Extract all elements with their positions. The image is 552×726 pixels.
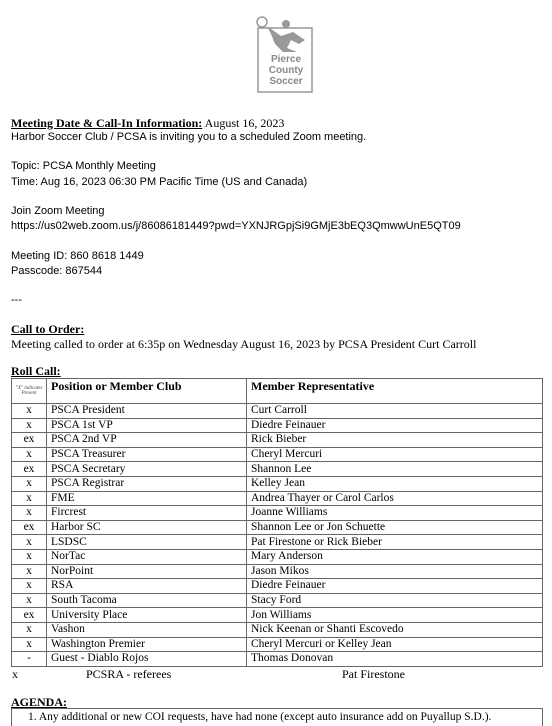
table-row [12,564,543,579]
representative-cell: Shannon Lee [247,462,543,477]
meeting-invite: Harbor Soccer Club / PCSA is inviting you to a scheduled Zoom meeting. [11,131,367,143]
meeting-passcode: Passcode: 867544 [11,265,103,277]
representative-cell: Shannon Lee or Jon Schuette [247,520,543,535]
representative-cell: Rick Bieber [247,433,543,448]
pierce-county-soccer-logo [253,14,319,94]
present-mark: ex [12,462,47,477]
position-header: Position or Member Club [47,379,247,404]
present-mark: x [12,535,47,550]
present-mark-header: "X" indicates Present [12,379,47,404]
call-to-order-text: Meeting called to order at 6:35p on Wednesday August 16, 2023 by PCSA President Curt Carroll [11,337,477,351]
position-cell: LSDSC [47,535,247,550]
representative-cell: Cheryl Mercuri or Kelley Jean [247,637,543,652]
table-row [12,622,543,637]
meeting-date: August 16, 2023 [204,116,285,130]
table-row [12,476,543,491]
table-row [12,520,543,535]
table-row [12,579,543,594]
present-mark: x [12,549,47,564]
position-cell: Harbor SC [47,520,247,535]
agenda-heading: AGENDA: [11,695,67,709]
position-cell: FME [47,491,247,506]
representative-cell: Thomas Donovan [247,652,543,667]
representative-cell: Jason Mikos [247,564,543,579]
position-cell: PSCA Registrar [47,476,247,491]
representative-header: Member Representative [247,379,543,404]
logo-line-3: Soccer [269,76,303,87]
present-mark: x [12,447,47,462]
position-cell: Guest - Diablo Rojos [47,652,247,667]
representative-cell: Mary Anderson [247,549,543,564]
agenda-item-1: 1. Any additional or new COI requests, have had none (except auto insurance add on Puyallup S.D.). [28,711,492,723]
table-row [12,418,543,433]
extra-row-representative: Pat Firestone [342,667,405,681]
representative-cell: Diedre Feinauer [247,418,543,433]
zoom-join-link[interactable]: https://us02web.zoom.us/j/86086181449?pwd=YXNJRGpjSi9GMjE3bEQ3QmwwUnE5QT09 [11,220,461,232]
table-row [12,549,543,564]
meeting-info-line [11,116,284,131]
present-mark: x [12,491,47,506]
position-cell: South Tacoma [47,593,247,608]
position-cell: PSCA Treasurer [47,447,247,462]
table-row [12,404,543,419]
position-cell: NorTac [47,549,247,564]
table-row [12,447,543,462]
present-mark: x [12,404,47,419]
present-mark: ex [12,433,47,448]
table-row [12,535,543,550]
roll-call-heading: Roll Call: [11,364,61,378]
position-cell: PSCA 1st VP [47,418,247,433]
position-cell: Washington Premier [47,637,247,652]
meeting-info-heading: Meeting Date & Call-In Information: [11,116,203,130]
call-to-order-heading: Call to Order: [11,322,85,336]
meeting-time: Time: Aug 16, 2023 06:30 PM Pacific Time (US and Canada) [11,176,308,188]
separator: --- [11,294,22,306]
table-row [12,608,543,623]
representative-cell: Cheryl Mercuri [247,447,543,462]
representative-cell: Kelley Jean [247,476,543,491]
position-cell: Vashon [47,622,247,637]
present-mark: x [12,506,47,521]
position-cell: NorPoint [47,564,247,579]
representative-cell: Curt Carroll [247,404,543,419]
table-row [12,637,543,652]
logo-line-2: County [268,65,304,76]
position-cell: University Place [47,608,247,623]
logo-line-1: Pierce [270,54,302,65]
table-row [12,506,543,521]
present-mark: x [12,593,47,608]
roll-call-header-row [12,379,543,404]
representative-cell: Nick Keenan or Shanti Escovedo [247,622,543,637]
meeting-topic: Topic: PCSA Monthly Meeting [11,160,156,172]
table-row [12,652,543,667]
present-mark: x [12,622,47,637]
present-mark: x [12,579,47,594]
present-mark: x [12,476,47,491]
present-mark: - [12,652,47,667]
position-cell: PSCA President [47,404,247,419]
join-zoom-label: Join Zoom Meeting [11,205,105,217]
representative-cell: Diedre Feinauer [247,579,543,594]
present-mark: ex [12,608,47,623]
table-row [12,593,543,608]
table-row [12,462,543,477]
position-cell: PSCA Secretary [47,462,247,477]
table-row [12,433,543,448]
roll-call-table [11,378,543,667]
present-mark: x [12,637,47,652]
extra-row-position: PCSRA - referees [86,667,172,681]
representative-cell: Joanne Williams [247,506,543,521]
table-row [12,491,543,506]
present-mark: ex [12,520,47,535]
meeting-id: Meeting ID: 860 8618 1449 [11,250,144,262]
representative-cell: Stacy Ford [247,593,543,608]
present-mark: x [12,418,47,433]
position-cell: RSA [47,579,247,594]
representative-cell: Andrea Thayer or Carol Carlos [247,491,543,506]
position-cell: PSCA 2nd VP [47,433,247,448]
representative-cell: Jon Williams [247,608,543,623]
present-mark: x [12,564,47,579]
extra-row-mark: x [12,667,18,681]
representative-cell: Pat Firestone or Rick Bieber [247,535,543,550]
position-cell: Fircrest [47,506,247,521]
